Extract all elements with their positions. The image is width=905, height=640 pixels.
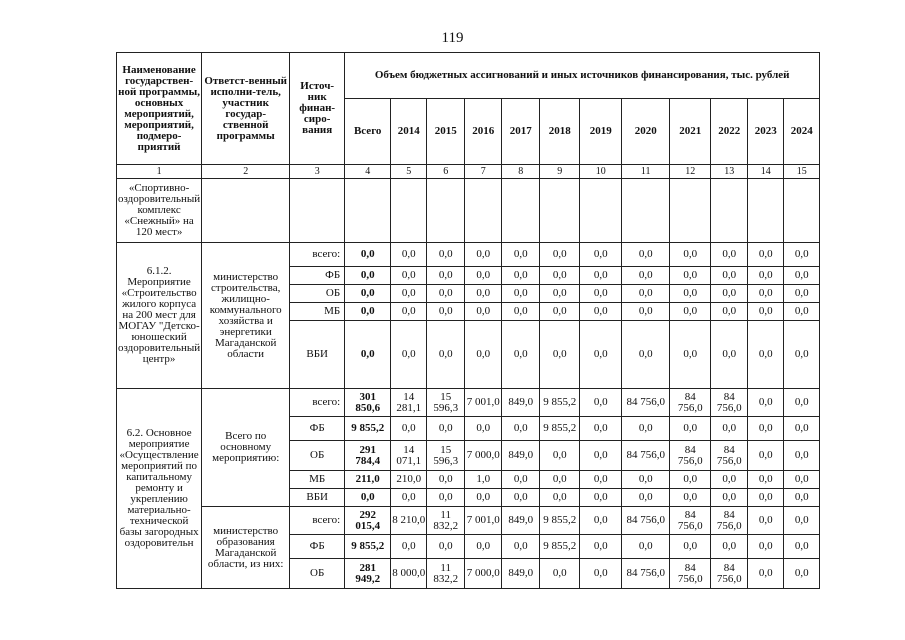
value-cell: 0,0 (711, 321, 748, 389)
value-cell: 0,0 (345, 243, 391, 267)
value-cell: 0,0 (391, 267, 427, 285)
header-year: 2024 (784, 99, 820, 165)
header-source: Источ-ник финан-сиро-вания (290, 53, 345, 165)
value-cell: 0,0 (748, 321, 784, 389)
block1-executor: министерство строительства, жилищно-коммунального хозяйства и энергетики Магаданской области (202, 243, 290, 389)
value-cell: 84 756,0 (711, 441, 748, 471)
value-cell: 84 756,0 (622, 559, 670, 589)
block0-name: «Спортивно-оздоровительный комплекс «Снежный» на 120 мест» (117, 179, 202, 243)
value-cell: 0,0 (465, 535, 502, 559)
value-cell: 0,0 (540, 285, 580, 303)
value-cell: 0,0 (427, 417, 465, 441)
source-cell: ФБ (290, 267, 345, 285)
value-cell: 0,0 (465, 321, 502, 389)
column-number: 4 (345, 165, 391, 179)
column-number: 8 (502, 165, 540, 179)
budget-table (116, 52, 820, 589)
value-cell: 849,0 (502, 389, 540, 417)
value-cell: 849,0 (502, 441, 540, 471)
value-cell: 0,0 (540, 321, 580, 389)
value-cell: 0,0 (711, 417, 748, 441)
value-cell: 0,0 (670, 243, 711, 267)
value-cell: 0,0 (427, 535, 465, 559)
value-cell: 84 756,0 (711, 389, 748, 417)
value-cell: 0,0 (670, 285, 711, 303)
value-cell: 9 855,2 (540, 389, 580, 417)
value-cell: 0,0 (748, 303, 784, 321)
block0-row (117, 179, 820, 243)
value-cell: 0,0 (784, 267, 820, 285)
value-cell: 0,0 (540, 303, 580, 321)
column-number: 3 (290, 165, 345, 179)
value-cell: 0,0 (540, 267, 580, 285)
value-cell: 0,0 (748, 489, 784, 507)
value-cell: 0,0 (784, 507, 820, 535)
value-cell: 0,0 (580, 303, 622, 321)
value-cell: 0,0 (711, 243, 748, 267)
value-cell: 0,0 (580, 417, 622, 441)
value-cell: 0,0 (465, 243, 502, 267)
header-year: 2017 (502, 99, 540, 165)
source-cell: всего: (290, 507, 345, 535)
header-year: 2023 (748, 99, 784, 165)
source-cell: ФБ (290, 417, 345, 441)
value-cell: 0,0 (711, 285, 748, 303)
value-cell: 84 756,0 (622, 441, 670, 471)
value-cell: 84 756,0 (670, 559, 711, 589)
value-cell: 0,0 (784, 303, 820, 321)
value-cell: 0,0 (502, 535, 540, 559)
value-cell: 7 000,0 (465, 559, 502, 589)
source-cell: ОБ (290, 285, 345, 303)
header-year: 2014 (391, 99, 427, 165)
source-cell: МБ (290, 303, 345, 321)
source-cell: ВБИ (290, 489, 345, 507)
value-cell: 0,0 (784, 471, 820, 489)
value-cell: 0,0 (427, 285, 465, 303)
value-cell: 0,0 (465, 417, 502, 441)
value-cell: 7 000,0 (465, 441, 502, 471)
column-number: 11 (622, 165, 670, 179)
column-number: 5 (391, 165, 427, 179)
column-number: 7 (465, 165, 502, 179)
value-cell: 0,0 (784, 417, 820, 441)
value-cell: 0,0 (784, 243, 820, 267)
column-numbers-row (117, 165, 820, 179)
header-year: 2020 (622, 99, 670, 165)
column-number: 10 (580, 165, 622, 179)
value-cell: 0,0 (391, 489, 427, 507)
value-cell: 0,0 (427, 489, 465, 507)
value-cell: 292 015,4 (345, 507, 391, 535)
header-row-1 (117, 53, 820, 99)
header-year: Всего (345, 99, 391, 165)
value-cell: 0,0 (345, 489, 391, 507)
value-cell: 0,0 (748, 535, 784, 559)
value-cell: 84 756,0 (670, 389, 711, 417)
header-executor: Ответст-венный исполни-тель, участник государ-ственной программы (202, 53, 290, 165)
value-cell: 0,0 (502, 303, 540, 321)
value-cell: 210,0 (391, 471, 427, 489)
header-year: 2015 (427, 99, 465, 165)
table-row (117, 243, 820, 267)
value-cell: 0,0 (391, 535, 427, 559)
value-cell: 0,0 (670, 303, 711, 321)
value-cell: 0,0 (670, 489, 711, 507)
source-cell: ОБ (290, 441, 345, 471)
value-cell: 0,0 (580, 267, 622, 285)
value-cell: 0,0 (622, 267, 670, 285)
value-cell: 0,0 (748, 441, 784, 471)
value-cell: 0,0 (345, 267, 391, 285)
value-cell: 0,0 (427, 267, 465, 285)
source-cell: всего: (290, 243, 345, 267)
value-cell: 0,0 (748, 389, 784, 417)
value-cell: 0,0 (784, 389, 820, 417)
value-cell: 15 596,3 (427, 441, 465, 471)
value-cell: 0,0 (580, 471, 622, 489)
value-cell: 0,0 (670, 321, 711, 389)
column-number: 1 (117, 165, 202, 179)
page-number: 119 (441, 30, 464, 46)
value-cell: 0,0 (784, 559, 820, 589)
value-cell: 0,0 (670, 417, 711, 441)
value-cell: 0,0 (711, 535, 748, 559)
value-cell: 7 001,0 (465, 389, 502, 417)
header-name: Наименование государствен-ной программы, основных мероприятий, мероприятий, подмеро-приятий (117, 53, 202, 165)
value-cell: 0,0 (391, 285, 427, 303)
value-cell: 0,0 (580, 243, 622, 267)
value-cell: 0,0 (502, 471, 540, 489)
value-cell: 0,0 (784, 441, 820, 471)
value-cell: 0,0 (540, 243, 580, 267)
header-year: 2022 (711, 99, 748, 165)
value-cell: 0,0 (622, 303, 670, 321)
block2-executor-total: Всего по основному мероприятию: (202, 389, 290, 507)
value-cell: 0,0 (622, 243, 670, 267)
block2-name: 6.2. Основное мероприятие «Осуществление мероприятий по капитальному ремонту и укреплению материально-технической базы загородных оздоровительн (117, 389, 202, 589)
value-cell: 0,0 (540, 559, 580, 589)
value-cell: 0,0 (748, 507, 784, 535)
value-cell: 0,0 (748, 243, 784, 267)
value-cell: 84 756,0 (622, 389, 670, 417)
header-year: 2016 (465, 99, 502, 165)
value-cell: 0,0 (784, 285, 820, 303)
value-cell: 9 855,2 (540, 535, 580, 559)
value-cell: 0,0 (711, 489, 748, 507)
column-number: 12 (670, 165, 711, 179)
column-number: 14 (748, 165, 784, 179)
value-cell: 0,0 (345, 285, 391, 303)
value-cell: 0,0 (622, 285, 670, 303)
value-cell: 84 756,0 (711, 559, 748, 589)
value-cell: 0,0 (391, 417, 427, 441)
header-year: 2021 (670, 99, 711, 165)
value-cell: 0,0 (502, 321, 540, 389)
value-cell: 0,0 (502, 417, 540, 441)
value-cell: 84 756,0 (670, 507, 711, 535)
value-cell: 0,0 (502, 285, 540, 303)
table-row (117, 507, 820, 535)
header-year: 2018 (540, 99, 580, 165)
value-cell: 8 000,0 (391, 559, 427, 589)
value-cell: 0,0 (784, 489, 820, 507)
value-cell: 0,0 (465, 303, 502, 321)
value-cell: 0,0 (540, 471, 580, 489)
value-cell: 0,0 (540, 441, 580, 471)
value-cell: 0,0 (580, 507, 622, 535)
value-cell: 0,0 (622, 489, 670, 507)
column-number: 15 (784, 165, 820, 179)
value-cell: 0,0 (670, 471, 711, 489)
value-cell: 0,0 (580, 285, 622, 303)
value-cell: 11 832,2 (427, 507, 465, 535)
value-cell: 0,0 (580, 389, 622, 417)
value-cell: 0,0 (784, 321, 820, 389)
value-cell: 0,0 (748, 267, 784, 285)
source-cell: всего: (290, 389, 345, 417)
value-cell: 0,0 (711, 471, 748, 489)
value-cell: 0,0 (622, 417, 670, 441)
value-cell: 1,0 (465, 471, 502, 489)
value-cell: 0,0 (427, 243, 465, 267)
value-cell: 0,0 (540, 489, 580, 507)
value-cell: 84 756,0 (670, 441, 711, 471)
value-cell: 849,0 (502, 559, 540, 589)
value-cell: 8 210,0 (391, 507, 427, 535)
value-cell: 0,0 (748, 285, 784, 303)
block2-executor-ministry: министерство образования Магаданской области, из них: (202, 507, 290, 589)
value-cell: 0,0 (502, 243, 540, 267)
value-cell: 0,0 (580, 535, 622, 559)
value-cell: 0,0 (580, 489, 622, 507)
value-cell: 0,0 (711, 303, 748, 321)
value-cell: 0,0 (784, 535, 820, 559)
value-cell: 9 855,2 (540, 417, 580, 441)
value-cell: 849,0 (502, 507, 540, 535)
column-number: 6 (427, 165, 465, 179)
value-cell: 0,0 (427, 471, 465, 489)
value-cell: 0,0 (465, 285, 502, 303)
value-cell: 0,0 (711, 267, 748, 285)
value-cell: 0,0 (748, 559, 784, 589)
value-cell: 0,0 (465, 489, 502, 507)
value-cell: 0,0 (427, 303, 465, 321)
value-cell: 301 850,6 (345, 389, 391, 417)
source-cell: ВБИ (290, 321, 345, 389)
value-cell: 211,0 (345, 471, 391, 489)
value-cell: 9 855,2 (345, 417, 391, 441)
value-cell: 9 855,2 (540, 507, 580, 535)
source-cell: ФБ (290, 535, 345, 559)
block1-name: 6.1.2. Мероприятие «Строительство жилого корпуса на 200 мест для МОГАУ "Детско-юношеский оздоровительный центр» (117, 243, 202, 389)
source-cell: МБ (290, 471, 345, 489)
value-cell: 84 756,0 (622, 507, 670, 535)
value-cell: 15 596,3 (427, 389, 465, 417)
value-cell: 9 855,2 (345, 535, 391, 559)
value-cell: 0,0 (502, 267, 540, 285)
source-cell: ОБ (290, 559, 345, 589)
value-cell: 0,0 (670, 267, 711, 285)
value-cell: 0,0 (580, 441, 622, 471)
value-cell: 291 784,4 (345, 441, 391, 471)
value-cell: 0,0 (622, 471, 670, 489)
value-cell: 84 756,0 (711, 507, 748, 535)
column-number: 2 (202, 165, 290, 179)
value-cell: 0,0 (391, 243, 427, 267)
value-cell: 0,0 (502, 489, 540, 507)
value-cell: 14 281,1 (391, 389, 427, 417)
value-cell: 0,0 (580, 321, 622, 389)
value-cell: 0,0 (345, 303, 391, 321)
header-year: 2019 (580, 99, 622, 165)
value-cell: 0,0 (670, 535, 711, 559)
value-cell: 0,0 (345, 321, 391, 389)
column-number: 9 (540, 165, 580, 179)
value-cell: 14 071,1 (391, 441, 427, 471)
value-cell: 0,0 (580, 559, 622, 589)
value-cell: 7 001,0 (465, 507, 502, 535)
value-cell: 281 949,2 (345, 559, 391, 589)
value-cell: 0,0 (465, 267, 502, 285)
value-cell: 0,0 (748, 471, 784, 489)
value-cell: 0,0 (622, 535, 670, 559)
column-number: 13 (711, 165, 748, 179)
value-cell: 0,0 (622, 321, 670, 389)
table-row (117, 389, 820, 417)
value-cell: 0,0 (391, 321, 427, 389)
value-cell: 0,0 (748, 417, 784, 441)
value-cell: 0,0 (427, 321, 465, 389)
header-funding-group: Объем бюджетных ассигнований и иных источников финансирования, тыс. рублей (345, 53, 820, 99)
value-cell: 11 832,2 (427, 559, 465, 589)
value-cell: 0,0 (391, 303, 427, 321)
